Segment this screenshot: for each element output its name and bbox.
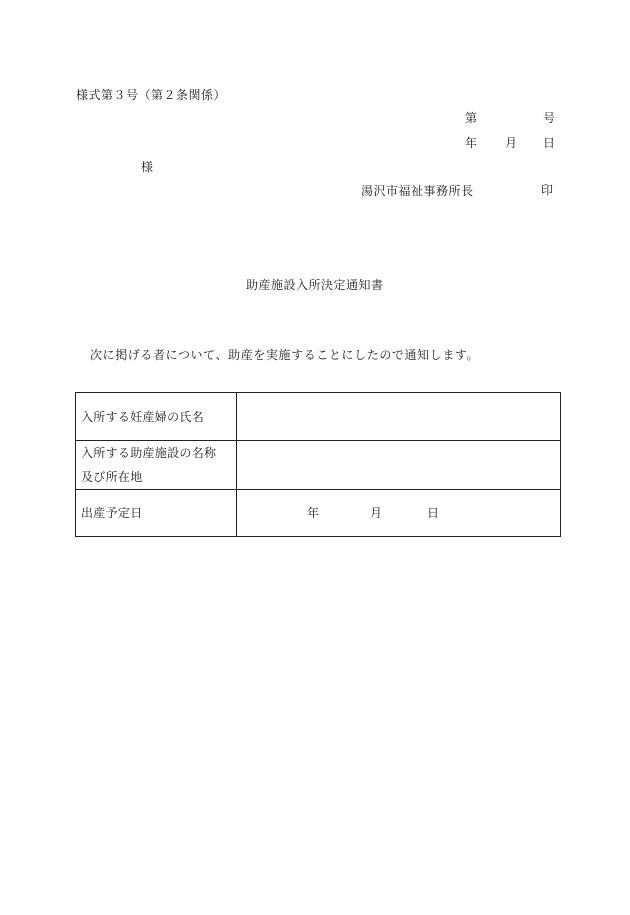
due-date-month: 月: [370, 506, 383, 520]
due-date-label: 出産予定日: [76, 490, 237, 537]
table-row: [76, 393, 561, 441]
table-row: [76, 490, 561, 537]
facility-name-address-field[interactable]: [237, 441, 561, 490]
facility-label-line1: 入所する助産施設の名称: [81, 446, 217, 460]
expectant-mother-name-label: 入所する妊産婦の氏名: [76, 393, 237, 441]
addressee-honorific: 様: [141, 160, 154, 174]
table-row: [76, 441, 561, 490]
info-table: [75, 392, 561, 537]
facility-name-address-label: [76, 441, 237, 490]
due-date-year: 年: [307, 506, 320, 520]
doc-number-prefix: 第: [465, 111, 478, 125]
due-date-field[interactable]: [237, 490, 561, 537]
intro-text: 次に掲げる者について、助産を実施することにしたので通知します。: [90, 348, 480, 362]
issue-date-month: 月: [505, 136, 518, 150]
issue-date-year: 年: [465, 136, 478, 150]
expectant-mother-name-field[interactable]: [237, 393, 561, 441]
doc-number-suffix: 号: [543, 111, 556, 125]
seal-mark: 印: [541, 183, 554, 197]
form-number: 様式第３号（第２条関係）: [76, 88, 227, 102]
document-title: 助産施設入所決定通知書: [246, 278, 384, 292]
issue-date-day: 日: [543, 136, 556, 150]
issuer-title: 湯沢市福祉事務所長: [361, 184, 474, 198]
facility-label-line2: 及び所在地: [81, 470, 143, 484]
due-date-day: 日: [427, 506, 440, 520]
